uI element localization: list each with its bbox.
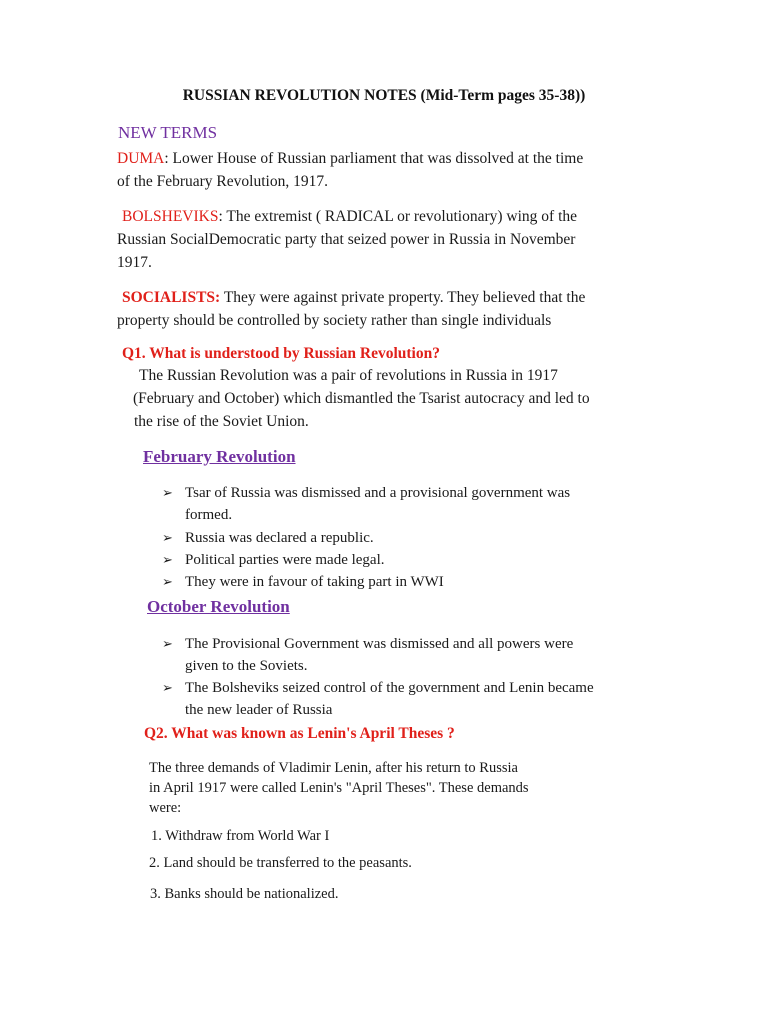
arrow-bullet-icon: ➢ bbox=[162, 574, 173, 589]
list-item-continuation: the new leader of Russia bbox=[185, 702, 333, 718]
list-item-continuation: given to the Soviets. bbox=[185, 658, 308, 674]
demand-item-3: 3. Banks should be nationalized. bbox=[150, 886, 339, 902]
new-terms-heading: NEW TERMS bbox=[118, 123, 218, 142]
arrow-bullet-icon: ➢ bbox=[162, 530, 173, 545]
q1-answer-line1: The Russian Revolution was a pair of revolutions in Russia in 1917 bbox=[139, 367, 558, 384]
bolsheviks-definition-line2: Russian SocialDemocratic party that seized power in Russia in November bbox=[117, 231, 576, 248]
bolsheviks-term: BOLSHEVIKS bbox=[122, 208, 219, 225]
page-title: RUSSIAN REVOLUTION NOTES (Mid-Term pages 35-38)) bbox=[182, 87, 586, 104]
q2-intro-line1: The three demands of Vladimir Lenin, after his return to Russia bbox=[149, 760, 518, 776]
socialists-term: SOCIALISTS: bbox=[122, 289, 221, 306]
q2-intro-line3: were: bbox=[149, 800, 182, 816]
duma-term: DUMA bbox=[117, 150, 165, 167]
arrow-bullet-icon: ➢ bbox=[162, 636, 173, 651]
q1-answer-line2: (February and October) which dismantled the Tsarist autocracy and led to bbox=[133, 390, 590, 407]
demand-item-2: 2. Land should be transferred to the peasants. bbox=[149, 855, 412, 871]
bolsheviks-definition-line3: 1917. bbox=[117, 254, 152, 271]
q2-question: Q2. What was known as Lenin's April Theses ? bbox=[144, 725, 455, 742]
socialists-text: They were against private property. They believed that the bbox=[220, 289, 586, 306]
list-item: ➢ They were in favour of taking part in WWI bbox=[162, 571, 662, 593]
february-revolution-heading: February Revolution bbox=[143, 447, 296, 466]
q1-question: Q1. What is understood by Russian Revolution? bbox=[122, 345, 440, 362]
list-item: ➢ Political parties were made legal. bbox=[162, 549, 662, 571]
list-item: ➢ Russia was declared a republic. bbox=[162, 527, 662, 549]
q2-intro-line2: in April 1917 were called Lenin's "April Theses". These demands bbox=[149, 780, 529, 796]
socialists-definition-line2: property should be controlled by society rather than single individuals bbox=[117, 312, 552, 329]
demand-item-1: 1. Withdraw from World War I bbox=[151, 828, 330, 844]
q1-answer-line3: the rise of the Soviet Union. bbox=[134, 413, 309, 430]
list-item-continuation: formed. bbox=[185, 507, 233, 523]
october-revolution-heading: October Revolution bbox=[147, 597, 290, 616]
duma-text: : Lower House of Russian parliament that was dissolved at the time bbox=[164, 150, 584, 167]
list-item: ➢ Tsar of Russia was dismissed and a provisional government was bbox=[162, 482, 662, 504]
list-item: ➢ The Provisional Government was dismissed and all powers were bbox=[162, 633, 682, 655]
arrow-bullet-icon: ➢ bbox=[162, 485, 173, 500]
bolsheviks-definition-line1 bbox=[122, 205, 577, 228]
duma-definition-line1 bbox=[117, 147, 583, 170]
duma-definition-line2: of the February Revolution, 1917. bbox=[117, 173, 328, 190]
arrow-bullet-icon: ➢ bbox=[162, 552, 173, 567]
bolsheviks-text: : The extremist ( RADICAL or revolutionary) wing of the bbox=[218, 208, 578, 225]
arrow-bullet-icon: ➢ bbox=[162, 680, 173, 695]
list-item: ➢ The Bolsheviks seized control of the government and Lenin became bbox=[162, 677, 682, 699]
socialists-definition-line1 bbox=[122, 286, 585, 309]
